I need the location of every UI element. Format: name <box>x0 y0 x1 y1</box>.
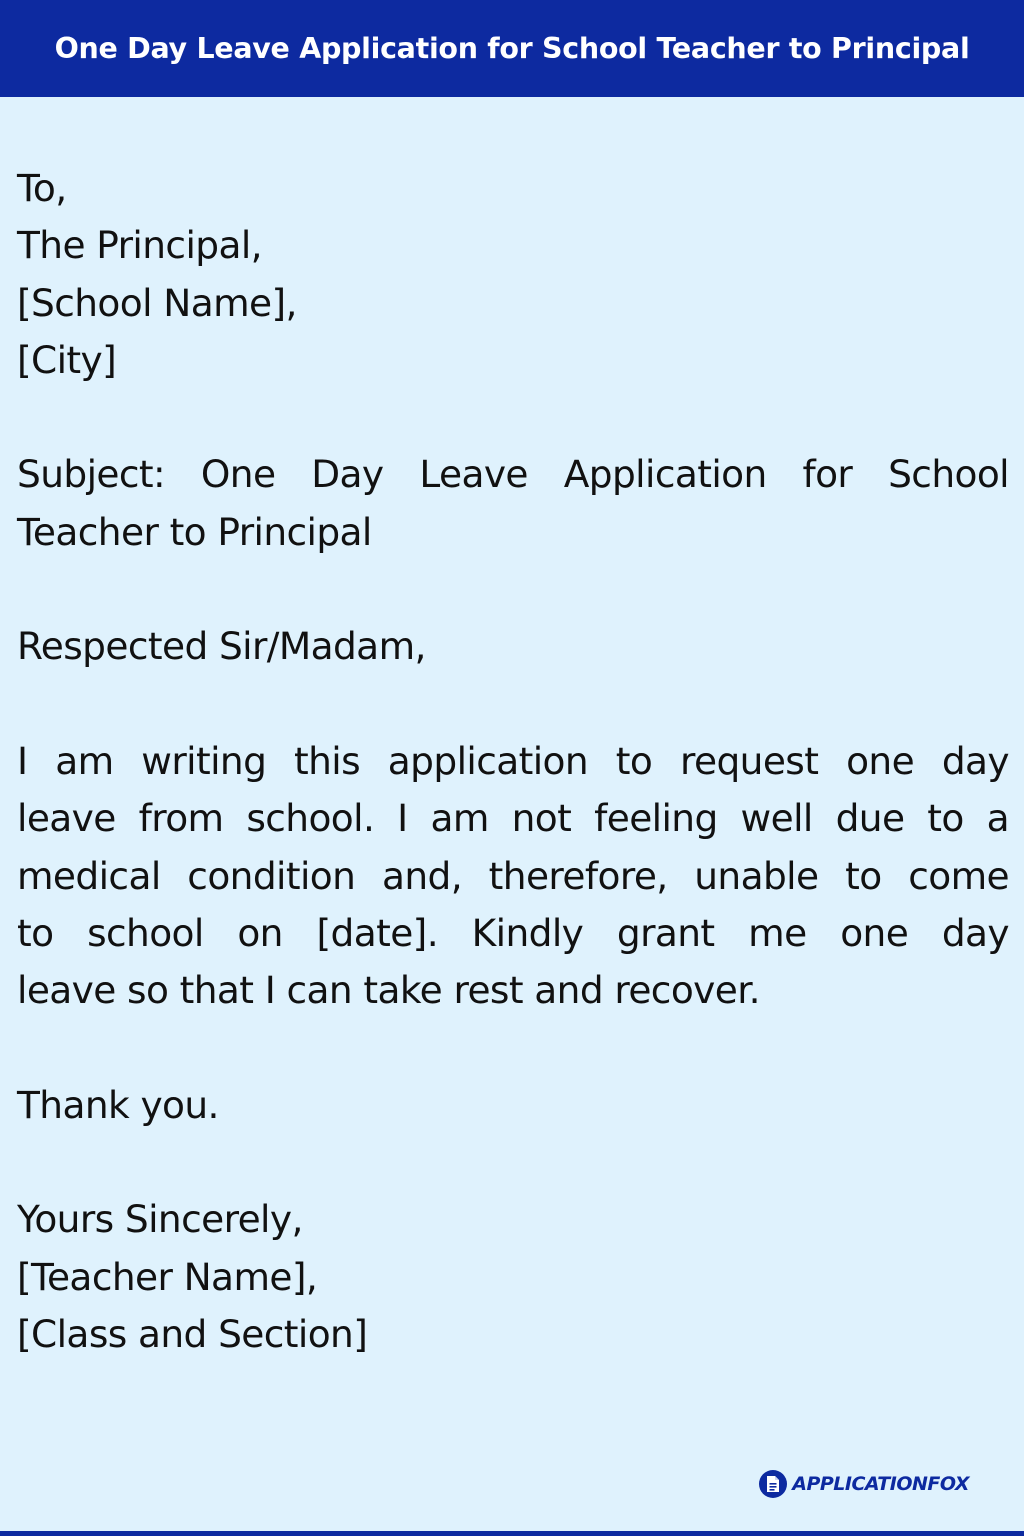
bottom-border <box>0 1531 1024 1536</box>
logo-text: APPLICATIONFOX <box>792 1473 969 1495</box>
subject-line <box>17 446 1009 561</box>
address-line: The Principal, <box>17 223 262 268</box>
body-line: leave from school. I am not feeling well due to a <box>17 796 1009 841</box>
closing-block <box>17 1191 1009 1363</box>
subject-text-line: Teacher to Principal <box>17 509 372 554</box>
body-line: to school on [date]. Kindly grant me one day <box>17 910 1009 955</box>
spacer <box>17 676 1009 733</box>
header-banner <box>0 0 1024 97</box>
salutation: Respected Sir/Madam, <box>17 624 426 669</box>
spacer <box>17 1134 1009 1191</box>
body-line: I am writing this application to request one day <box>17 738 1009 783</box>
applicationfox-logo <box>759 1470 969 1498</box>
subject-text-line: Subject: One Day Leave Application for School <box>17 452 1009 497</box>
recipient-address <box>17 160 1009 389</box>
address-line: [City] <box>17 337 117 382</box>
page-title: One Day Leave Application for School Teacher to Principal <box>54 32 970 65</box>
closing-line: [Teacher Name], <box>17 1254 318 1299</box>
closing-line: [Class and Section] <box>17 1311 368 1356</box>
address-line: To, <box>17 166 67 210</box>
body-line: leave so that I can take rest and recover. <box>17 968 760 1013</box>
address-line: [School Name], <box>17 280 297 325</box>
body-paragraph <box>17 733 1009 1019</box>
closing-line: Yours Sincerely, <box>17 1197 303 1242</box>
letter-body <box>17 160 1009 1363</box>
document-icon <box>759 1470 787 1498</box>
body-line: medical condition and, therefore, unable to come <box>17 853 1009 898</box>
spacer <box>17 561 1009 618</box>
spacer <box>17 389 1009 446</box>
spacer <box>17 1019 1009 1076</box>
thanks-line: Thank you. <box>17 1082 219 1127</box>
